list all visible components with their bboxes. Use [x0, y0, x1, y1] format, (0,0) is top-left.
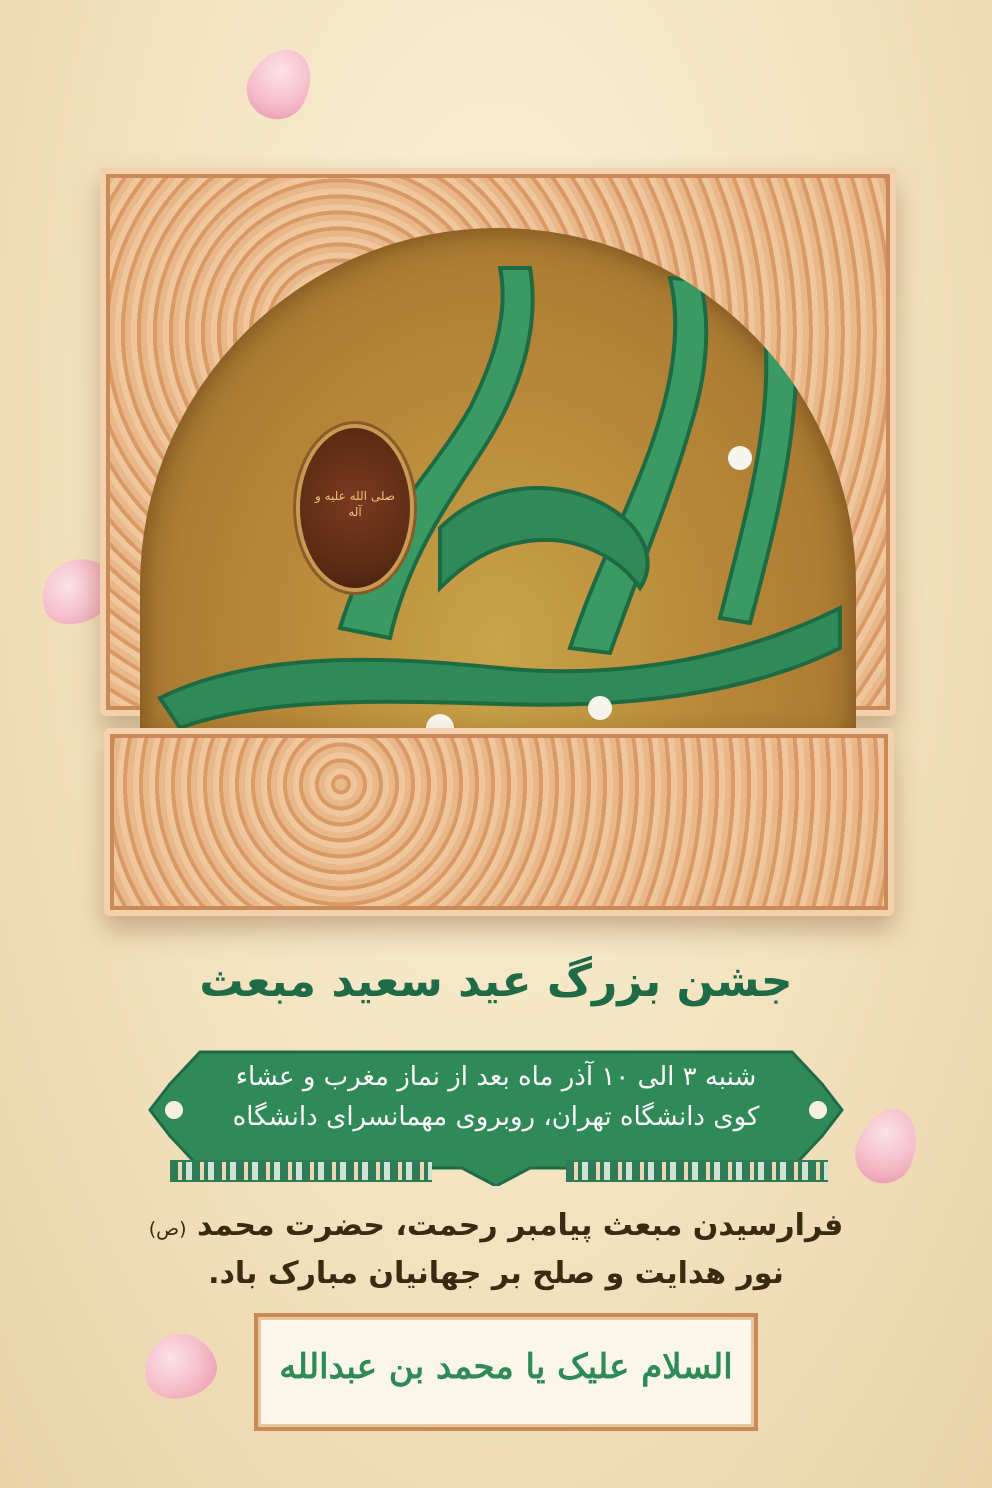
salutation-banner: [254, 1313, 758, 1431]
event-location-line: کوی دانشگاه تهران، روبروی مهمانسرای دانشگاه: [232, 1102, 760, 1132]
message-line-1: [0, 1208, 992, 1243]
medallion: [300, 428, 410, 588]
main-calligraphy-graphic: [140, 228, 856, 748]
event-title: جشن بزرگ عید سعید مبعث: [199, 956, 793, 1007]
petal-top-left: [236, 38, 324, 130]
message-line-1-honorific: (ص): [148, 1218, 187, 1240]
right-ornament-bar: [566, 1160, 828, 1182]
upper-carved-frame: [100, 168, 896, 716]
left-ornament-bar: [170, 1160, 432, 1182]
salutation-calligraphy: السلام علیک یا محمد بن عبدالله: [279, 1347, 733, 1387]
message-line-1-text: فرارسیدن مبعث پیامبر رحمت، حضرت محمد: [196, 1208, 844, 1243]
message-line-2: نور هدایت و صلح بر جهانیان مبارک باد.: [208, 1256, 784, 1291]
event-date-line: شنبه ۳ الی ۱۰ آذر ماه بعد از نماز مغرب و عشاء: [235, 1062, 757, 1092]
calligraphy-arch: [140, 228, 856, 748]
petal-bottom-left: [137, 1326, 223, 1406]
medallion-calligraphy: صلی الله علیه و آله: [315, 489, 395, 519]
